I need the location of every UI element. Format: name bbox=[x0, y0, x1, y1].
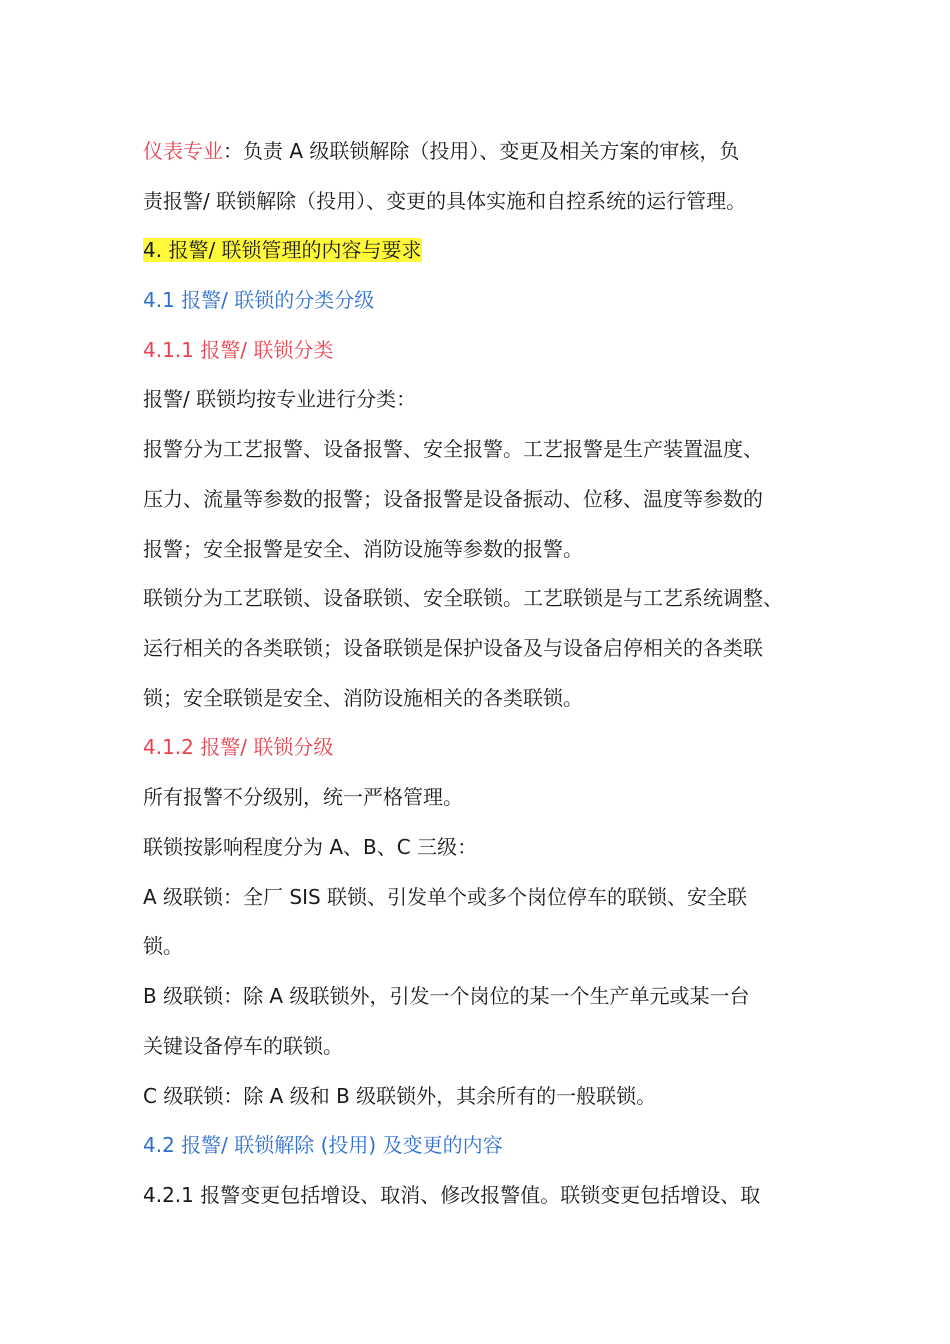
role-label: 仪表专业 bbox=[143, 139, 223, 163]
grade-intro: 联锁按影响程度分为 A、B、C 三级： bbox=[143, 835, 478, 859]
heading-4-1-1: 4.1.1 报警/ 联锁分类 bbox=[143, 338, 334, 362]
grade-b-line-2: 关键设备停车的联锁。 bbox=[143, 1034, 343, 1058]
heading-4-2: 4.2 报警/ 联锁解除 (投用) 及变更的内容 bbox=[143, 1133, 503, 1157]
role-text: ：负责 A 级联锁解除（投用）、变更及相关方案的审核，负 bbox=[223, 139, 740, 163]
interlock-paragraph-line-2: 运行相关的各类联锁；设备联锁是保护设备及与设备启停相关的各类联 bbox=[143, 636, 763, 660]
interlock-paragraph-line-3: 锁；安全联锁是安全、消防设施相关的各类联锁。 bbox=[143, 686, 583, 710]
classify-intro: 报警/ 联锁均按专业进行分类： bbox=[143, 387, 417, 411]
heading-4 bbox=[143, 235, 823, 265]
heading-4-text: 4. 报警/ 联锁管理的内容与要求 bbox=[143, 238, 422, 262]
role-paragraph-line-1 bbox=[143, 136, 823, 166]
role-paragraph-line-2: 责报警/ 联锁解除（投用）、变更的具体实施和自控系统的运行管理。 bbox=[143, 189, 747, 213]
change-paragraph-line-1: 4.2.1 报警变更包括增设、取消、修改报警值。联锁变更包括增设、取 bbox=[143, 1183, 761, 1207]
grade-alarm: 所有报警不分级别，统一严格管理。 bbox=[143, 785, 463, 809]
heading-4-1: 4.1 报警/ 联锁的分类分级 bbox=[143, 288, 375, 312]
heading-4-1-2: 4.1.2 报警/ 联锁分级 bbox=[143, 735, 334, 759]
grade-a-line-1: A 级联锁：全厂 SIS 联锁、引发单个或多个岗位停车的联锁、安全联 bbox=[143, 885, 748, 909]
alarm-paragraph-line-1: 报警分为工艺报警、设备报警、安全报警。工艺报警是生产装置温度、 bbox=[143, 437, 763, 461]
grade-c: C 级联锁：除 A 级和 B 级联锁外，其余所有的一般联锁。 bbox=[143, 1084, 657, 1108]
grade-b-line-1: B 级联锁：除 A 级联锁外，引发一个岗位的某一个生产单元或某一台 bbox=[143, 984, 750, 1008]
alarm-paragraph-line-3: 报警；安全报警是安全、消防设施等参数的报警。 bbox=[143, 537, 583, 561]
grade-a-line-2: 锁。 bbox=[143, 934, 183, 958]
interlock-paragraph-line-1: 联锁分为工艺联锁、设备联锁、安全联锁。工艺联锁是与工艺系统调整、 bbox=[143, 586, 783, 610]
alarm-paragraph-line-2: 压力、流量等参数的报警；设备报警是设备振动、位移、温度等参数的 bbox=[143, 487, 763, 511]
